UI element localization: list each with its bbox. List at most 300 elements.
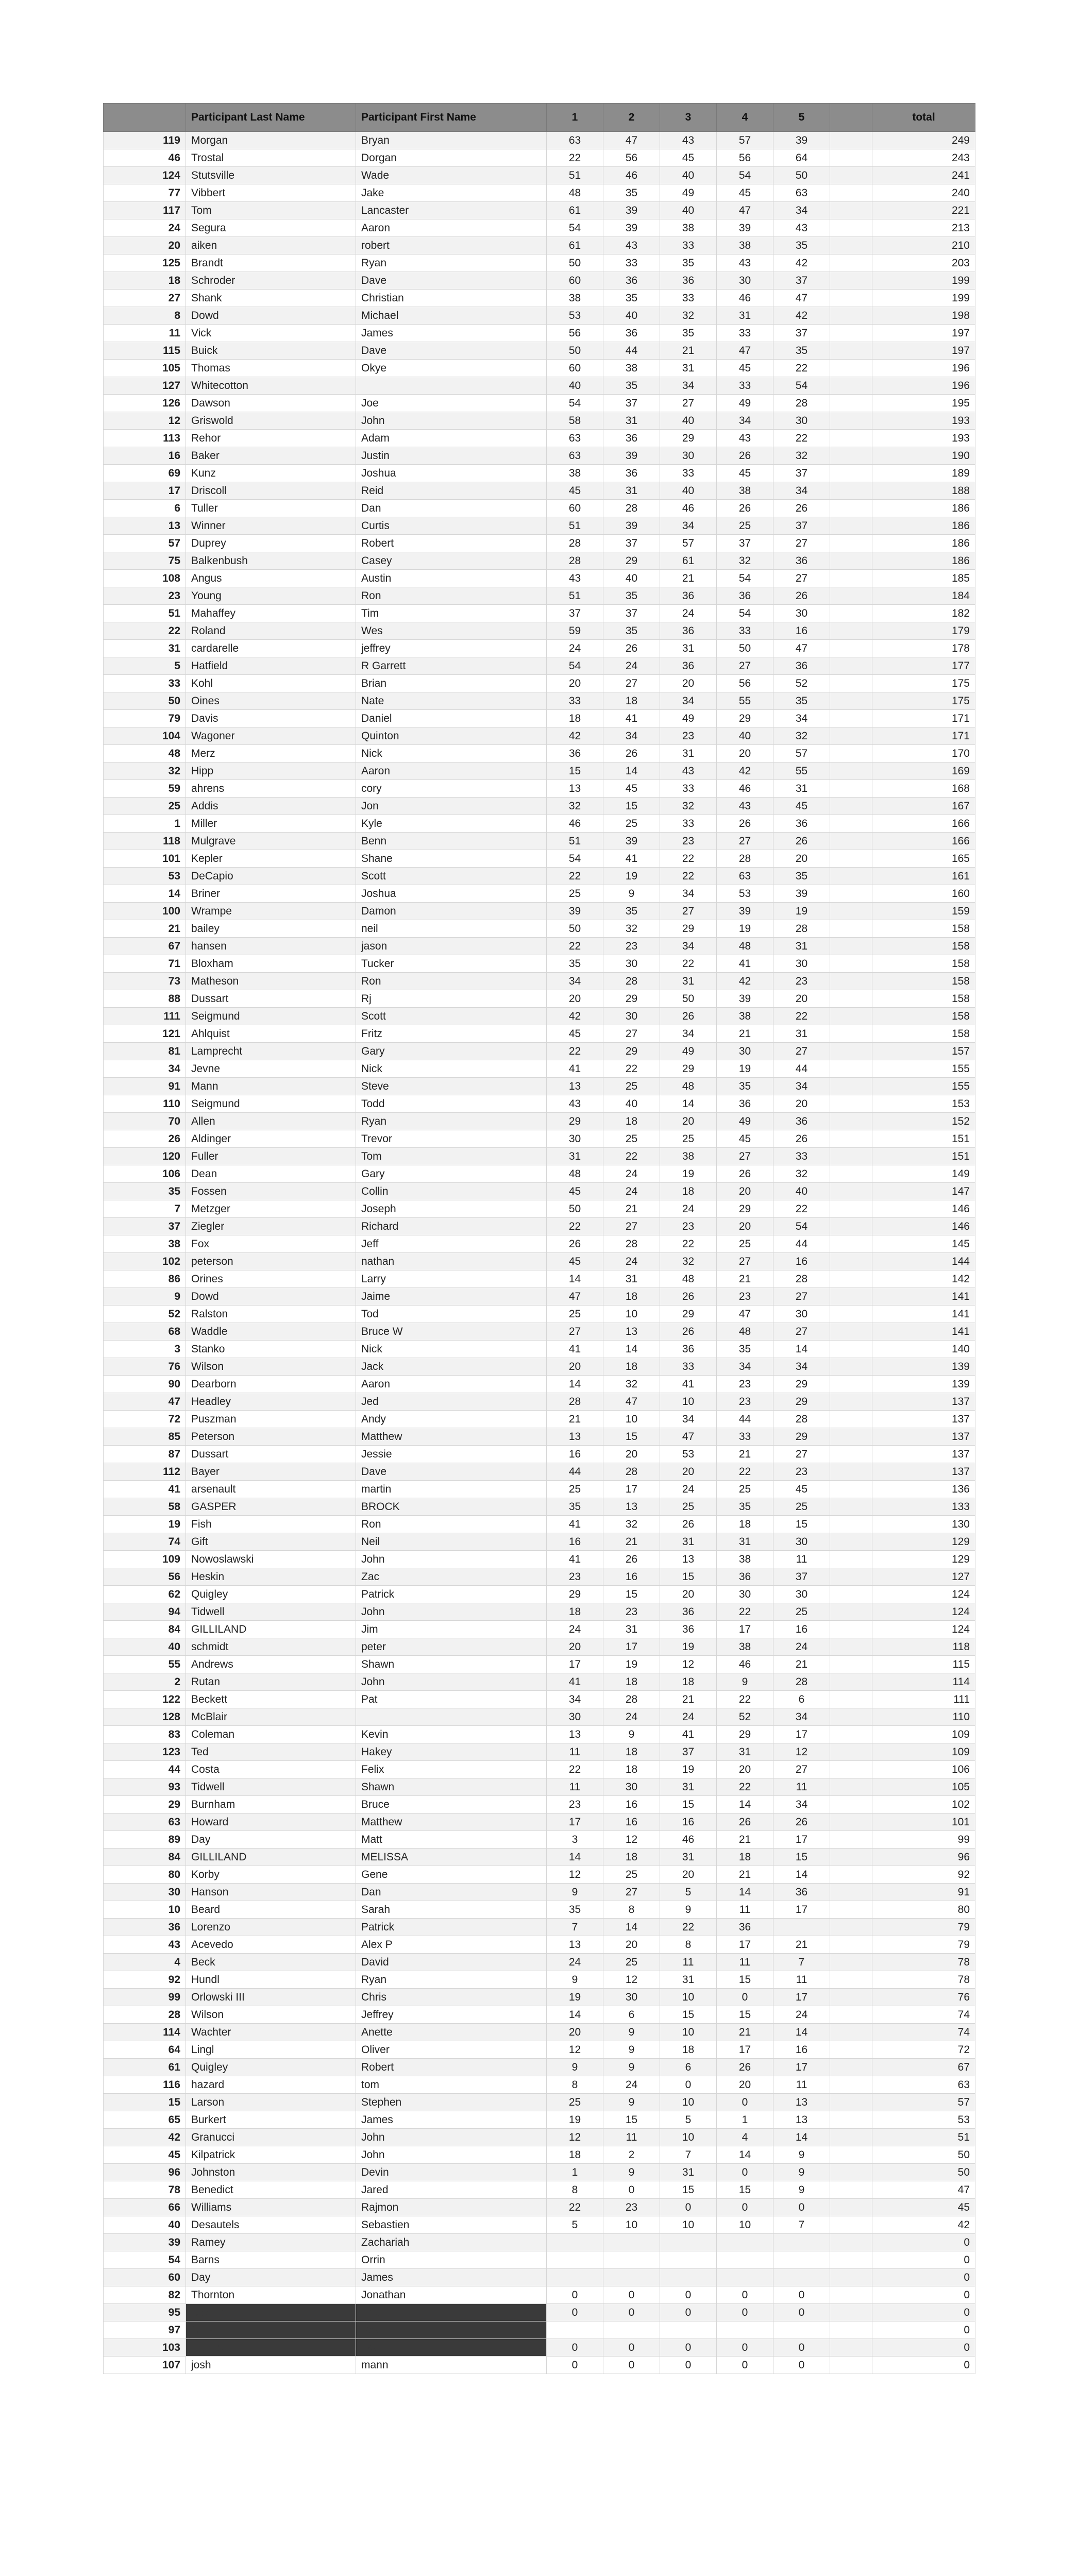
blank-cell[interactable]: [830, 1971, 872, 1989]
participant-id[interactable]: 82: [104, 2286, 186, 2304]
round-2-score[interactable]: 0: [603, 2286, 660, 2304]
round-3-score[interactable]: 11: [660, 1954, 717, 1971]
round-4-score[interactable]: [717, 2234, 773, 2251]
round-3-score[interactable]: 31: [660, 973, 717, 990]
round-2-score[interactable]: 0: [603, 2339, 660, 2357]
participant-id[interactable]: 114: [104, 2024, 186, 2041]
round-4-score[interactable]: 21: [717, 1025, 773, 1043]
round-1-score[interactable]: 17: [547, 1814, 603, 1831]
round-5-score[interactable]: 9: [773, 2164, 830, 2181]
participant-id[interactable]: 122: [104, 1691, 186, 1708]
blank-cell[interactable]: [830, 1884, 872, 1901]
round-5-score[interactable]: [773, 2321, 830, 2339]
participant-id[interactable]: 117: [104, 202, 186, 219]
round-5-score[interactable]: 36: [773, 1113, 830, 1130]
participant-id[interactable]: 55: [104, 1656, 186, 1673]
round-4-score[interactable]: 43: [717, 430, 773, 447]
round-1-score[interactable]: 14: [547, 1376, 603, 1393]
round-1-score[interactable]: 51: [547, 587, 603, 605]
round-1-score[interactable]: 5: [547, 2216, 603, 2234]
participant-id[interactable]: 11: [104, 325, 186, 342]
round-3-score[interactable]: 16: [660, 1814, 717, 1831]
total-score[interactable]: 158: [872, 955, 975, 973]
blank-cell[interactable]: [830, 1551, 872, 1568]
first-name-cell[interactable]: MELISSA: [356, 1849, 547, 1866]
last-name-cell[interactable]: Dussart: [186, 990, 356, 1008]
round-1-score[interactable]: 27: [547, 1323, 603, 1341]
last-name-cell[interactable]: Wilson: [186, 1358, 356, 1376]
round-2-score[interactable]: 17: [603, 1481, 660, 1498]
total-score[interactable]: 0: [872, 2234, 975, 2251]
first-name-cell[interactable]: Gary: [356, 1043, 547, 1060]
blank-cell[interactable]: [830, 1814, 872, 1831]
first-name-cell[interactable]: Jack: [356, 1358, 547, 1376]
last-name-cell[interactable]: Brandt: [186, 255, 356, 272]
first-name-cell[interactable]: Nick: [356, 1341, 547, 1358]
round-4-score[interactable]: 17: [717, 1621, 773, 1638]
participant-id[interactable]: 31: [104, 640, 186, 657]
round-2-score[interactable]: 10: [603, 1411, 660, 1428]
blank-cell[interactable]: [830, 710, 872, 727]
participant-id[interactable]: 35: [104, 1183, 186, 1200]
first-name-cell[interactable]: John: [356, 1603, 547, 1621]
first-name-cell[interactable]: Jared: [356, 2181, 547, 2199]
participant-id[interactable]: 5: [104, 657, 186, 675]
blank-cell[interactable]: [830, 1218, 872, 1235]
round-1-score[interactable]: 18: [547, 2146, 603, 2164]
blank-cell[interactable]: [830, 1901, 872, 1919]
round-4-score[interactable]: 33: [717, 622, 773, 640]
round-1-score[interactable]: 46: [547, 815, 603, 833]
total-score[interactable]: 158: [872, 990, 975, 1008]
round-5-score[interactable]: 37: [773, 517, 830, 535]
total-score[interactable]: 42: [872, 2216, 975, 2234]
round-1-score[interactable]: 61: [547, 237, 603, 255]
round-4-score[interactable]: 26: [717, 500, 773, 517]
round-5-score[interactable]: 36: [773, 1884, 830, 1901]
participant-id[interactable]: 7: [104, 1200, 186, 1218]
last-name-cell[interactable]: Kohl: [186, 675, 356, 692]
round-5-score[interactable]: 32: [773, 727, 830, 745]
blank-cell[interactable]: [830, 412, 872, 430]
blank-cell[interactable]: [830, 2199, 872, 2216]
round-4-score[interactable]: 14: [717, 1796, 773, 1814]
round-4-score[interactable]: 38: [717, 482, 773, 500]
last-name-cell[interactable]: Korby: [186, 1866, 356, 1884]
round-5-score[interactable]: 26: [773, 500, 830, 517]
round-3-score[interactable]: 31: [660, 640, 717, 657]
round-5-score[interactable]: 40: [773, 1183, 830, 1200]
first-name-cell[interactable]: James: [356, 2269, 547, 2286]
last-name-cell[interactable]: Stanko: [186, 1341, 356, 1358]
round-5-score[interactable]: 13: [773, 2111, 830, 2129]
round-4-score[interactable]: 19: [717, 1060, 773, 1078]
round-4-score[interactable]: 9: [717, 1673, 773, 1691]
last-name-cell[interactable]: Beard: [186, 1901, 356, 1919]
participant-id[interactable]: 64: [104, 2041, 186, 2059]
participant-id[interactable]: 36: [104, 1919, 186, 1936]
participant-id[interactable]: 112: [104, 1463, 186, 1481]
blank-cell[interactable]: [830, 1656, 872, 1673]
total-score[interactable]: 79: [872, 1919, 975, 1936]
first-name-cell[interactable]: Tod: [356, 1306, 547, 1323]
total-score[interactable]: 158: [872, 973, 975, 990]
first-name-cell[interactable]: Anette: [356, 2024, 547, 2041]
round-4-score[interactable]: 26: [717, 1814, 773, 1831]
round-4-score[interactable]: 29: [717, 1726, 773, 1743]
participant-id[interactable]: 109: [104, 1551, 186, 1568]
blank-cell[interactable]: [830, 219, 872, 237]
participant-id[interactable]: 78: [104, 2181, 186, 2199]
participant-id[interactable]: 33: [104, 675, 186, 692]
blank-cell[interactable]: [830, 1306, 872, 1323]
participant-id[interactable]: 48: [104, 745, 186, 762]
last-name-cell[interactable]: Ramey: [186, 2234, 356, 2251]
round-4-score[interactable]: 47: [717, 342, 773, 360]
round-3-score[interactable]: 38: [660, 1148, 717, 1165]
round-4-score[interactable]: 54: [717, 605, 773, 622]
round-2-score[interactable]: 31: [603, 482, 660, 500]
blank-cell[interactable]: [830, 903, 872, 920]
blank-cell[interactable]: [830, 1831, 872, 1849]
round-2-score[interactable]: 28: [603, 1691, 660, 1708]
round-4-score[interactable]: [717, 2251, 773, 2269]
round-5-score[interactable]: [773, 1919, 830, 1936]
round-1-score[interactable]: 54: [547, 850, 603, 868]
last-name-cell[interactable]: Shank: [186, 290, 356, 307]
round-2-score[interactable]: 25: [603, 1866, 660, 1884]
total-score[interactable]: 179: [872, 622, 975, 640]
last-name-cell[interactable]: Segura: [186, 219, 356, 237]
last-name-cell[interactable]: peterson: [186, 1253, 356, 1270]
blank-cell[interactable]: [830, 1586, 872, 1603]
blank-cell[interactable]: [830, 833, 872, 850]
participant-id[interactable]: 17: [104, 482, 186, 500]
round-2-score[interactable]: 0: [603, 2181, 660, 2199]
round-2-score[interactable]: 39: [603, 447, 660, 465]
round-3-score[interactable]: 6: [660, 2059, 717, 2076]
round-4-score[interactable]: 42: [717, 762, 773, 780]
total-score[interactable]: 78: [872, 1954, 975, 1971]
total-score[interactable]: 203: [872, 255, 975, 272]
total-score[interactable]: 114: [872, 1673, 975, 1691]
round-1-score[interactable]: 43: [547, 1095, 603, 1113]
first-name-cell[interactable]: Sean: [356, 2321, 547, 2339]
total-score[interactable]: 170: [872, 745, 975, 762]
participant-id[interactable]: 68: [104, 1323, 186, 1341]
round-5-score[interactable]: 22: [773, 1200, 830, 1218]
last-name-cell[interactable]: Winner: [186, 517, 356, 535]
round-5-score[interactable]: 34: [773, 1078, 830, 1095]
last-name-cell[interactable]: GILLILAND: [186, 1849, 356, 1866]
blank-cell[interactable]: [830, 1113, 872, 1130]
blank-cell[interactable]: [830, 1954, 872, 1971]
last-name-cell[interactable]: Day: [186, 2269, 356, 2286]
last-name-cell[interactable]: Tidwell: [186, 1778, 356, 1796]
last-name-cell[interactable]: Ted: [186, 1743, 356, 1761]
last-name-cell[interactable]: Costa: [186, 1761, 356, 1778]
round-3-score[interactable]: 25: [660, 1130, 717, 1148]
blank-cell[interactable]: [830, 1411, 872, 1428]
round-5-score[interactable]: 44: [773, 1060, 830, 1078]
round-5-score[interactable]: 28: [773, 395, 830, 412]
blank-cell[interactable]: [830, 2024, 872, 2041]
round-2-score[interactable]: 21: [603, 1200, 660, 1218]
first-name-cell[interactable]: Matthew: [356, 1428, 547, 1446]
last-name-cell[interactable]: Granucci: [186, 2129, 356, 2146]
last-name-cell[interactable]: Dearborn: [186, 1376, 356, 1393]
blank-cell[interactable]: [830, 1743, 872, 1761]
participant-id[interactable]: 56: [104, 1568, 186, 1586]
total-score[interactable]: 57: [872, 2094, 975, 2111]
participant-id[interactable]: 15: [104, 2094, 186, 2111]
round-4-score[interactable]: 0: [717, 2304, 773, 2321]
last-name-cell[interactable]: Bloxham: [186, 955, 356, 973]
round-3-score[interactable]: 14: [660, 1095, 717, 1113]
round-2-score[interactable]: 12: [603, 1971, 660, 1989]
round-1-score[interactable]: 1: [547, 2164, 603, 2181]
round-2-score[interactable]: 41: [603, 850, 660, 868]
round-5-score[interactable]: 45: [773, 1481, 830, 1498]
round-3-score[interactable]: 31: [660, 745, 717, 762]
first-name-cell[interactable]: Dave: [356, 342, 547, 360]
last-name-cell[interactable]: Tom: [186, 202, 356, 219]
blank-cell[interactable]: [830, 2111, 872, 2129]
last-name-cell[interactable]: Tidwell: [186, 1603, 356, 1621]
first-name-cell[interactable]: Devin: [356, 2164, 547, 2181]
total-score[interactable]: 149: [872, 1165, 975, 1183]
round-4-score[interactable]: 26: [717, 815, 773, 833]
round-1-score[interactable]: 48: [547, 1165, 603, 1183]
round-3-score[interactable]: 10: [660, 1989, 717, 2006]
round-2-score[interactable]: [603, 2251, 660, 2269]
last-name-cell[interactable]: Wilson: [186, 2006, 356, 2024]
total-score[interactable]: 50: [872, 2164, 975, 2181]
round-1-score[interactable]: 41: [547, 1551, 603, 1568]
participant-id[interactable]: 63: [104, 1814, 186, 1831]
first-name-cell[interactable]: Shane: [356, 850, 547, 868]
round-4-score[interactable]: 48: [717, 938, 773, 955]
first-name-cell[interactable]: Reid: [356, 482, 547, 500]
round-3-score[interactable]: 22: [660, 868, 717, 885]
round-2-score[interactable]: 15: [603, 1586, 660, 1603]
blank-cell[interactable]: [830, 622, 872, 640]
round-4-score[interactable]: 35: [717, 1341, 773, 1358]
round-1-score[interactable]: 41: [547, 1060, 603, 1078]
round-1-score[interactable]: [547, 2251, 603, 2269]
round-3-score[interactable]: 26: [660, 1008, 717, 1025]
participant-id[interactable]: 95: [104, 2304, 186, 2321]
first-name-cell[interactable]: Tom: [356, 1148, 547, 1165]
total-score[interactable]: 185: [872, 570, 975, 587]
round-1-score[interactable]: 18: [547, 710, 603, 727]
first-name-cell[interactable]: Kevin: [356, 1726, 547, 1743]
total-score[interactable]: 130: [872, 1516, 975, 1533]
round-1-score[interactable]: 22: [547, 938, 603, 955]
last-name-cell[interactable]: Morgan: [186, 132, 356, 149]
total-score[interactable]: 140: [872, 1341, 975, 1358]
round-3-score[interactable]: 43: [660, 762, 717, 780]
participant-id[interactable]: 19: [104, 1516, 186, 1533]
round-3-score[interactable]: 41: [660, 1376, 717, 1393]
round-3-score[interactable]: 27: [660, 395, 717, 412]
round-2-score[interactable]: 21: [603, 1533, 660, 1551]
header-first-name[interactable]: Participant First Name: [356, 104, 547, 132]
round-1-score[interactable]: [547, 2234, 603, 2251]
last-name-cell[interactable]: Hanson: [186, 1884, 356, 1901]
participant-id[interactable]: 46: [104, 149, 186, 167]
blank-cell[interactable]: [830, 377, 872, 395]
round-4-score[interactable]: 47: [717, 1306, 773, 1323]
round-2-score[interactable]: [603, 2269, 660, 2286]
last-name-cell[interactable]: leighton: [186, 2339, 356, 2357]
participant-id[interactable]: 8: [104, 307, 186, 325]
round-3-score[interactable]: 26: [660, 1323, 717, 1341]
blank-cell[interactable]: [830, 850, 872, 868]
round-5-score[interactable]: 11: [773, 2076, 830, 2094]
first-name-cell[interactable]: Dan: [356, 500, 547, 517]
participant-id[interactable]: 37: [104, 1218, 186, 1235]
participant-id[interactable]: 32: [104, 762, 186, 780]
total-score[interactable]: 199: [872, 290, 975, 307]
round-1-score[interactable]: 36: [547, 745, 603, 762]
round-4-score[interactable]: 34: [717, 412, 773, 430]
last-name-cell[interactable]: Dussart: [186, 1446, 356, 1463]
total-score[interactable]: 124: [872, 1586, 975, 1603]
blank-cell[interactable]: [830, 570, 872, 587]
total-score[interactable]: 221: [872, 202, 975, 219]
round-5-score[interactable]: 28: [773, 1270, 830, 1288]
blank-cell[interactable]: [830, 1393, 872, 1411]
last-name-cell[interactable]: Burkert: [186, 2111, 356, 2129]
round-4-score[interactable]: 20: [717, 1761, 773, 1778]
blank-cell[interactable]: [830, 1638, 872, 1656]
round-2-score[interactable]: 37: [603, 395, 660, 412]
round-4-score[interactable]: 15: [717, 2181, 773, 2199]
blank-cell[interactable]: [830, 202, 872, 219]
round-5-score[interactable]: 26: [773, 833, 830, 850]
round-4-score[interactable]: 46: [717, 780, 773, 798]
total-score[interactable]: 76: [872, 1989, 975, 2006]
total-score[interactable]: 0: [872, 2357, 975, 2374]
total-score[interactable]: 155: [872, 1060, 975, 1078]
round-5-score[interactable]: 24: [773, 2006, 830, 2024]
blank-cell[interactable]: [830, 1078, 872, 1095]
blank-cell[interactable]: [830, 587, 872, 605]
round-3-score[interactable]: 29: [660, 430, 717, 447]
last-name-cell[interactable]: Wachter: [186, 2024, 356, 2041]
participant-id[interactable]: 51: [104, 605, 186, 622]
round-2-score[interactable]: 47: [603, 132, 660, 149]
round-5-score[interactable]: 54: [773, 377, 830, 395]
round-5-score[interactable]: 35: [773, 868, 830, 885]
blank-cell[interactable]: [830, 325, 872, 342]
blank-cell[interactable]: [830, 2164, 872, 2181]
round-3-score[interactable]: 33: [660, 237, 717, 255]
round-4-score[interactable]: 31: [717, 1743, 773, 1761]
round-3-score[interactable]: 40: [660, 412, 717, 430]
round-2-score[interactable]: 18: [603, 1288, 660, 1306]
round-4-score[interactable]: 21: [717, 1831, 773, 1849]
last-name-cell[interactable]: Johnston: [186, 2164, 356, 2181]
round-5-score[interactable]: 17: [773, 2059, 830, 2076]
first-name-cell[interactable]: Stephen: [356, 2094, 547, 2111]
total-score[interactable]: 165: [872, 850, 975, 868]
round-5-score[interactable]: 27: [773, 1323, 830, 1341]
total-score[interactable]: 190: [872, 447, 975, 465]
round-3-score[interactable]: 0: [660, 2076, 717, 2094]
participant-id[interactable]: 22: [104, 622, 186, 640]
round-4-score[interactable]: 43: [717, 798, 773, 815]
blank-cell[interactable]: [830, 1323, 872, 1341]
round-2-score[interactable]: 18: [603, 1761, 660, 1778]
round-3-score[interactable]: 33: [660, 815, 717, 833]
round-3-score[interactable]: 24: [660, 1481, 717, 1498]
total-score[interactable]: 166: [872, 833, 975, 850]
round-4-score[interactable]: 26: [717, 447, 773, 465]
round-4-score[interactable]: 21: [717, 1866, 773, 1884]
round-1-score[interactable]: 11: [547, 1778, 603, 1796]
total-score[interactable]: 109: [872, 1726, 975, 1743]
round-4-score[interactable]: 56: [717, 675, 773, 692]
first-name-cell[interactable]: Larry: [356, 1270, 547, 1288]
participant-id[interactable]: 25: [104, 798, 186, 815]
round-4-score[interactable]: 21: [717, 1270, 773, 1288]
total-score[interactable]: 115: [872, 1656, 975, 1673]
last-name-cell[interactable]: ahrens: [186, 780, 356, 798]
round-1-score[interactable]: 13: [547, 1936, 603, 1954]
participant-id[interactable]: 115: [104, 342, 186, 360]
round-3-score[interactable]: 30: [660, 447, 717, 465]
round-5-score[interactable]: 39: [773, 885, 830, 903]
round-3-score[interactable]: 10: [660, 2094, 717, 2111]
first-name-cell[interactable]: David: [356, 1954, 547, 1971]
round-2-score[interactable]: 31: [603, 1621, 660, 1638]
last-name-cell[interactable]: Trostal: [186, 149, 356, 167]
round-1-score[interactable]: 45: [547, 1253, 603, 1270]
round-3-score[interactable]: 35: [660, 325, 717, 342]
last-name-cell[interactable]: cardarelle: [186, 640, 356, 657]
participant-id[interactable]: 84: [104, 1621, 186, 1638]
round-3-score[interactable]: 32: [660, 798, 717, 815]
first-name-cell[interactable]: Gary: [356, 1165, 547, 1183]
participant-id[interactable]: 118: [104, 833, 186, 850]
participant-id[interactable]: 80: [104, 1866, 186, 1884]
round-1-score[interactable]: 47: [547, 1288, 603, 1306]
first-name-cell[interactable]: Kyle: [356, 815, 547, 833]
round-5-score[interactable]: 16: [773, 622, 830, 640]
total-score[interactable]: 0: [872, 2269, 975, 2286]
round-3-score[interactable]: [660, 2269, 717, 2286]
participant-id[interactable]: 104: [104, 727, 186, 745]
round-4-score[interactable]: 0: [717, 1989, 773, 2006]
first-name-cell[interactable]: Oliver: [356, 2041, 547, 2059]
round-5-score[interactable]: 6: [773, 1691, 830, 1708]
first-name-cell[interactable]: John: [356, 2129, 547, 2146]
round-5-score[interactable]: 0: [773, 2304, 830, 2321]
round-5-score[interactable]: 14: [773, 1866, 830, 1884]
total-score[interactable]: 158: [872, 938, 975, 955]
blank-cell[interactable]: [830, 2339, 872, 2357]
round-5-score[interactable]: 63: [773, 184, 830, 202]
blank-cell[interactable]: [830, 167, 872, 184]
header-total[interactable]: total: [872, 104, 975, 132]
total-score[interactable]: 0: [872, 2321, 975, 2339]
round-5-score[interactable]: 25: [773, 1498, 830, 1516]
round-5-score[interactable]: 14: [773, 2129, 830, 2146]
round-1-score[interactable]: 17: [547, 1656, 603, 1673]
round-2-score[interactable]: 0: [603, 2357, 660, 2374]
